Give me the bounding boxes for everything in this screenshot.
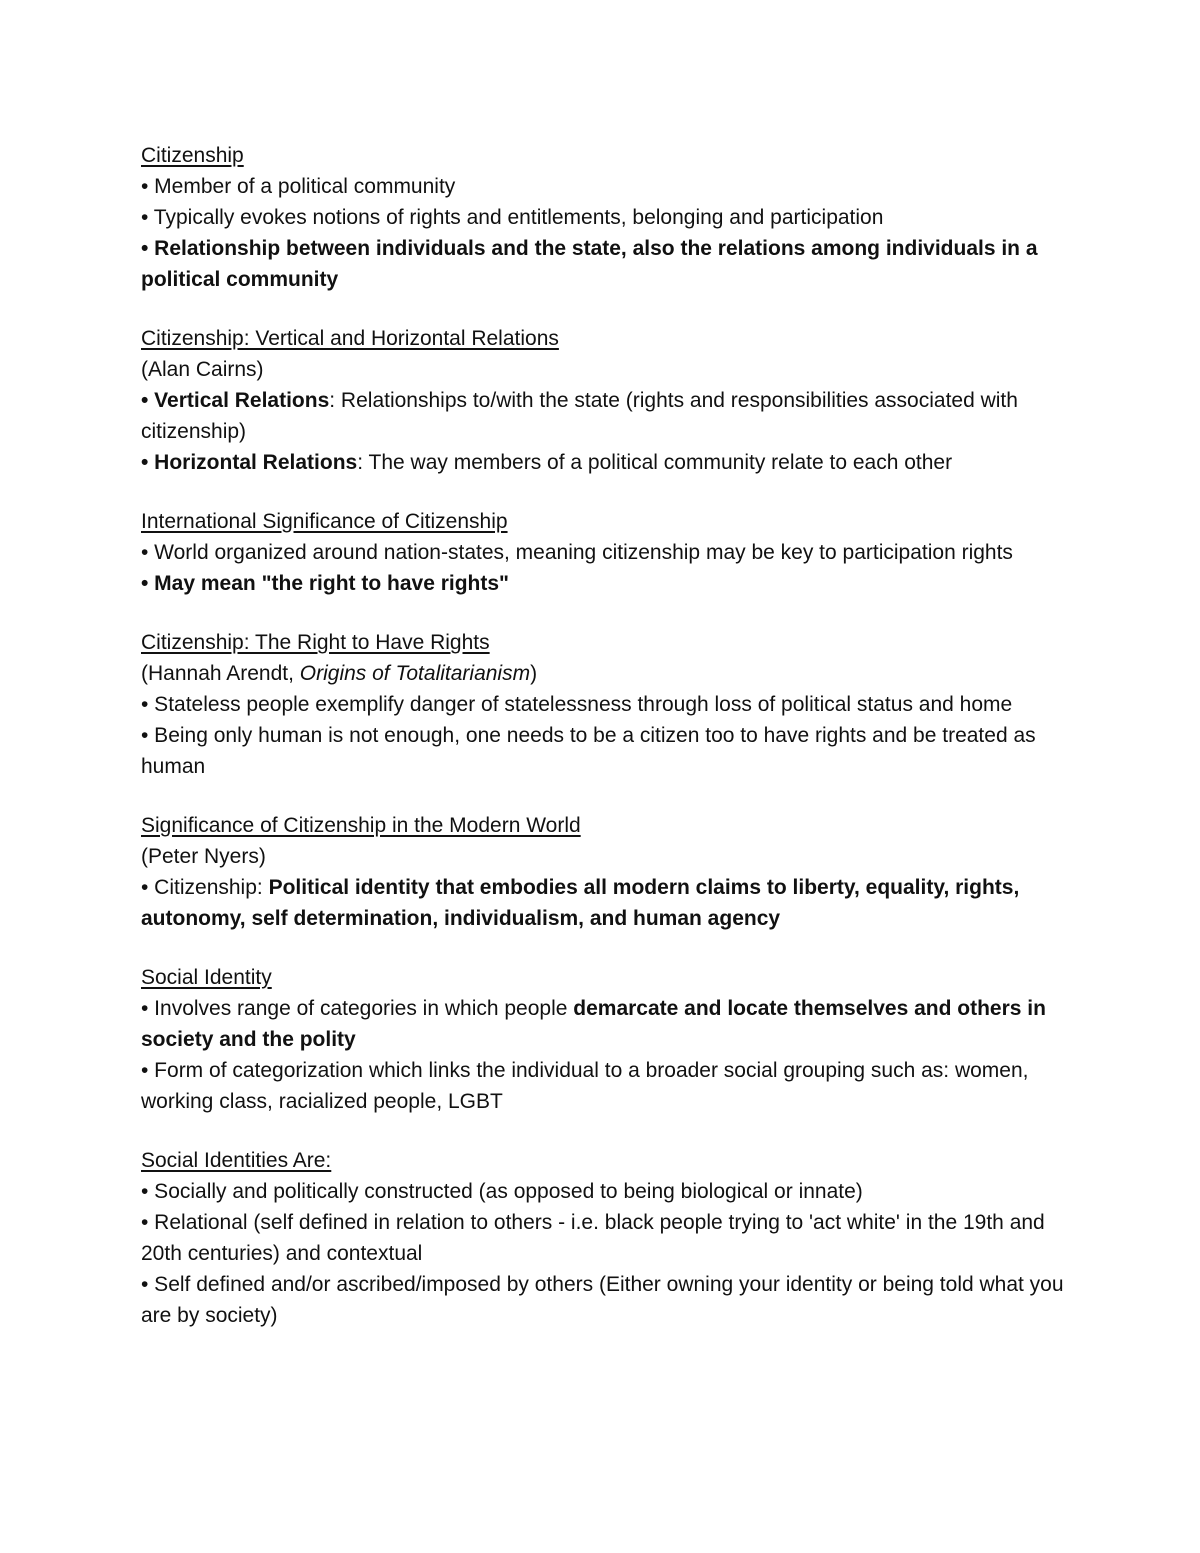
bullet-item: • Member of a political community — [141, 175, 456, 198]
section-international-significance — [141, 506, 1071, 599]
section-heading: Citizenship — [141, 144, 244, 167]
citation-author: (Hannah Arendt, — [141, 662, 300, 685]
section-heading: Significance of Citizenship in the Modern World — [141, 814, 581, 837]
section-vertical-horizontal — [141, 323, 1071, 478]
section-heading: International Significance of Citizenship — [141, 510, 508, 533]
section-citizenship — [141, 140, 1071, 295]
bullet-item: • Relational (self defined in relation to others - i.e. black people trying to 'act white' in the 19th and 20th centuries) and contextual — [141, 1211, 1045, 1265]
bullet-lead: • Involves range of categories in which people — [141, 997, 574, 1020]
citation-title: Origins of Totalitarianism — [299, 662, 531, 685]
bullet-item — [141, 872, 1071, 934]
section-modern-world — [141, 810, 1071, 934]
section-heading: Citizenship: Vertical and Horizontal Relations — [141, 327, 559, 350]
bullet-item-bold — [141, 568, 1071, 599]
bold-text: • May mean "the right to have rights" — [141, 572, 509, 595]
bullet-item: • Socially and politically constructed (as opposed to being biological or innate) — [141, 1180, 863, 1203]
bullet-item: • Being only human is not enough, one needs to be a citizen too to have rights and be treated as human — [141, 724, 1036, 778]
document-page — [141, 140, 1071, 1359]
section-right-to-have-rights — [141, 627, 1071, 782]
bold-term: • Vertical Relations — [141, 389, 330, 412]
bullet-item — [141, 447, 1071, 478]
bold-text: • Relationship between individuals and the state, also the relations among individuals in a political community — [141, 237, 1038, 291]
section-social-identity — [141, 962, 1071, 1117]
section-social-identities-are — [141, 1145, 1071, 1331]
bullet-item: • Self defined and/or ascribed/imposed by others (Either owning your identity or being told what you are by society) — [141, 1273, 1064, 1327]
bullet-item: • Form of categorization which links the individual to a broader social grouping such as: women, working class, racialized people, LGBT — [141, 1059, 1029, 1113]
section-heading: Social Identity — [141, 966, 272, 989]
term-definition: : Relationships to/with the state (rights and responsibilities associated with citizenship) — [141, 389, 1018, 443]
bullet-lead: • Citizenship: — [141, 876, 269, 899]
bullet-item: • Typically evokes notions of rights and entitlements, belonging and participation — [141, 206, 884, 229]
bold-term: • Horizontal Relations — [141, 451, 358, 474]
source-citation: (Peter Nyers) — [141, 845, 266, 868]
bullet-item: • Stateless people exemplify danger of statelessness through loss of political status and home — [141, 693, 1013, 716]
term-definition: : The way members of a political community relate to each other — [357, 451, 953, 474]
bullet-item — [141, 385, 1071, 447]
source-citation — [141, 658, 1071, 689]
section-heading: Social Identities Are: — [141, 1149, 332, 1172]
bold-text: Political identity that embodies all modern claims to liberty, equality, rights, autonomy, self determination, individualism, and human agency — [141, 876, 1020, 930]
citation-close: ) — [530, 662, 538, 685]
bullet-item: • World organized around nation-states, meaning citizenship may be key to participation rights — [141, 541, 1013, 564]
bold-text: demarcate and locate themselves and others in society and the polity — [141, 997, 1046, 1051]
bullet-item-bold — [141, 233, 1071, 295]
section-heading: Citizenship: The Right to Have Rights — [141, 631, 490, 654]
bullet-item — [141, 993, 1071, 1055]
source-citation: (Alan Cairns) — [141, 358, 264, 381]
